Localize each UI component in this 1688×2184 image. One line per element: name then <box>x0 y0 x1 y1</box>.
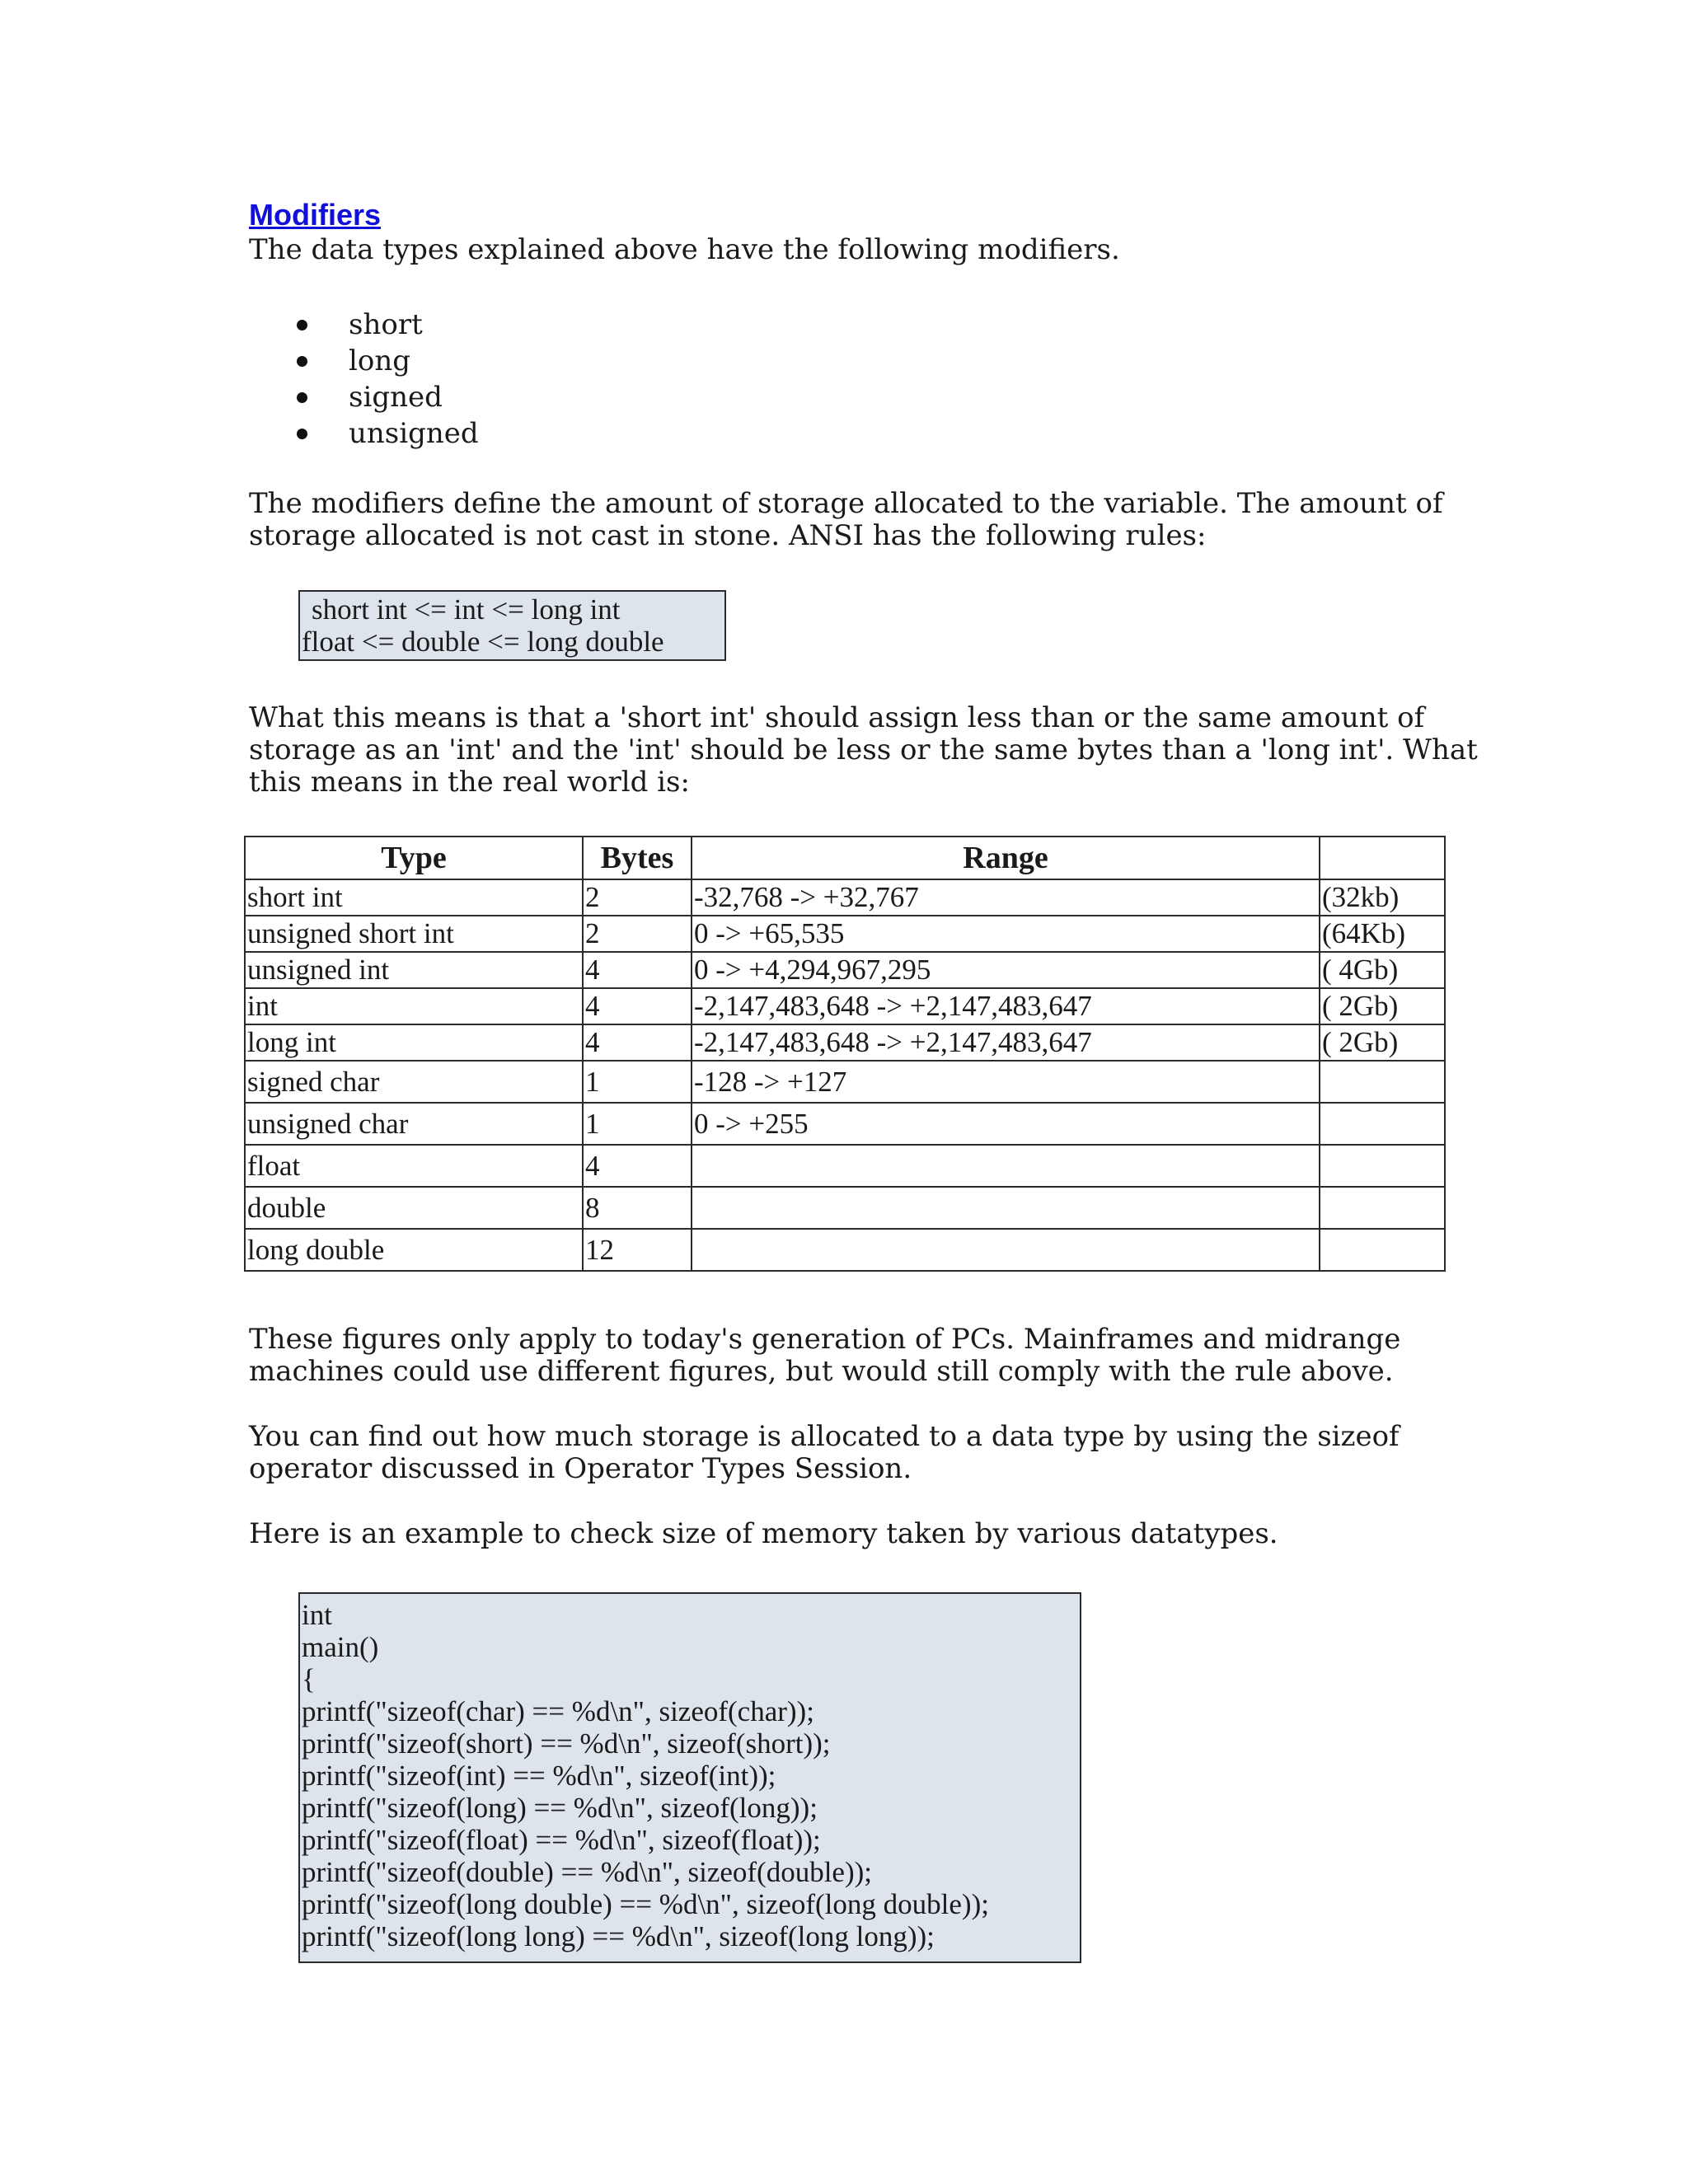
type-cell: float <box>245 1145 583 1187</box>
type-cell: double <box>245 1187 583 1229</box>
type-cell: unsigned short int <box>245 916 583 952</box>
code-line: printf("sizeof(float) == %d\n", sizeof(float)); <box>302 1824 821 1856</box>
note-cell <box>1320 1061 1445 1103</box>
list-item: short <box>293 307 479 343</box>
bytes-cell: 12 <box>583 1229 692 1271</box>
code-line: printf("sizeof(long double) == %d\n", sizeof(long double)); <box>302 1888 989 1920</box>
bytes-cell: 8 <box>583 1187 692 1229</box>
note-cell <box>1320 1103 1445 1145</box>
note-cell: ( 2Gb) <box>1320 988 1445 1024</box>
range-cell: -2,147,483,648 -> +2,147,483,647 <box>692 988 1320 1024</box>
bytes-cell: 2 <box>583 879 692 916</box>
rule-line: short int <= int <= long int <box>312 593 621 626</box>
table-row <box>245 952 1445 988</box>
note-cell <box>1320 1187 1445 1229</box>
note-cell: ( 2Gb) <box>1320 1024 1445 1061</box>
bytes-cell: 2 <box>583 916 692 952</box>
list-item: long <box>293 343 479 379</box>
code-line: printf("sizeof(long long) == %d\n", sizeof(long long)); <box>302 1920 935 1952</box>
bytes-cell: 4 <box>583 952 692 988</box>
storage-paragraph: The modifiers define the amount of storage allocated to the variable. The amount of storage allocated is not cast in stone. ANSI has the following rules: <box>249 487 1443 552</box>
bullet-icon <box>297 429 307 439</box>
note-cell <box>1320 1229 1445 1271</box>
code-line: { <box>302 1663 316 1695</box>
modifiers-heading-link[interactable]: Modifiers <box>249 198 382 232</box>
list-item: signed <box>293 379 479 415</box>
table-row <box>245 879 1445 916</box>
type-cell: unsigned int <box>245 952 583 988</box>
sizeof-paragraph: You can find out how much storage is allocated to a data type by using the sizeof operator discussed in Operator Types Session. <box>249 1420 1400 1485</box>
table-row <box>245 1229 1445 1271</box>
range-cell <box>692 1187 1320 1229</box>
meaning-paragraph: What this means is that a 'short int' should assign less than or the same amount of storage as an 'int' and the 'int' should be less or the same bytes than a 'long int'. What this means in the real world is: <box>249 701 1478 799</box>
data-types-table <box>244 836 1446 1272</box>
intro-paragraph: The data types explained above have the following modifiers. <box>249 233 1120 266</box>
bullet-icon <box>297 356 307 367</box>
code-line: main() <box>302 1631 379 1663</box>
type-cell: unsigned char <box>245 1103 583 1145</box>
bullet-icon <box>297 392 307 403</box>
type-cell: short int <box>245 879 583 916</box>
range-cell: -2,147,483,648 -> +2,147,483,647 <box>692 1024 1320 1061</box>
bytes-cell: 1 <box>583 1061 692 1103</box>
table-row <box>245 1061 1445 1103</box>
range-cell: 0 -> +255 <box>692 1103 1320 1145</box>
table-row <box>245 916 1445 952</box>
note-cell <box>1320 1145 1445 1187</box>
type-cell: signed char <box>245 1061 583 1103</box>
code-example-box <box>298 1592 1081 1963</box>
note-cell: ( 4Gb) <box>1320 952 1445 988</box>
range-cell: -128 -> +127 <box>692 1061 1320 1103</box>
column-header-note <box>1320 837 1445 879</box>
table-row <box>245 1024 1445 1061</box>
ansi-rules-box <box>298 590 726 661</box>
table-row <box>245 1103 1445 1145</box>
figures-paragraph: These figures only apply to today's generation of PCs. Mainframes and midrange machines could use different figures, but would still comply with the rule above. <box>249 1323 1401 1388</box>
range-cell <box>692 1229 1320 1271</box>
range-cell: -32,768 -> +32,767 <box>692 879 1320 916</box>
range-cell: 0 -> +65,535 <box>692 916 1320 952</box>
column-header-bytes: Bytes <box>583 837 692 879</box>
code-line: printf("sizeof(short) == %d\n", sizeof(short)); <box>302 1727 831 1760</box>
table-header-row <box>245 837 1445 879</box>
code-line: printf("sizeof(long) == %d\n", sizeof(long)); <box>302 1792 818 1824</box>
column-header-range: Range <box>692 837 1320 879</box>
code-line: printf("sizeof(int) == %d\n", sizeof(int)); <box>302 1760 776 1792</box>
type-cell: int <box>245 988 583 1024</box>
column-header-type: Type <box>245 837 583 879</box>
range-cell: 0 -> +4,294,967,295 <box>692 952 1320 988</box>
code-line: int <box>302 1599 332 1631</box>
bytes-cell: 4 <box>583 1145 692 1187</box>
table-row <box>245 1145 1445 1187</box>
rule-line: float <= double <= long double <box>302 626 664 658</box>
bytes-cell: 1 <box>583 1103 692 1145</box>
table-row <box>245 1187 1445 1229</box>
table-row <box>245 988 1445 1024</box>
bytes-cell: 4 <box>583 1024 692 1061</box>
code-line: printf("sizeof(double) == %d\n", sizeof(double)); <box>302 1856 873 1888</box>
range-cell <box>692 1145 1320 1187</box>
code-line: printf("sizeof(char) == %d\n", sizeof(char)); <box>302 1695 814 1727</box>
type-cell: long double <box>245 1229 583 1271</box>
note-cell: (32kb) <box>1320 879 1445 916</box>
bytes-cell: 4 <box>583 988 692 1024</box>
modifiers-list <box>293 307 479 452</box>
list-item: unsigned <box>293 415 479 452</box>
type-cell: long int <box>245 1024 583 1061</box>
note-cell: (64Kb) <box>1320 916 1445 952</box>
bullet-icon <box>297 320 307 330</box>
example-paragraph: Here is an example to check size of memory taken by various datatypes. <box>249 1517 1278 1550</box>
